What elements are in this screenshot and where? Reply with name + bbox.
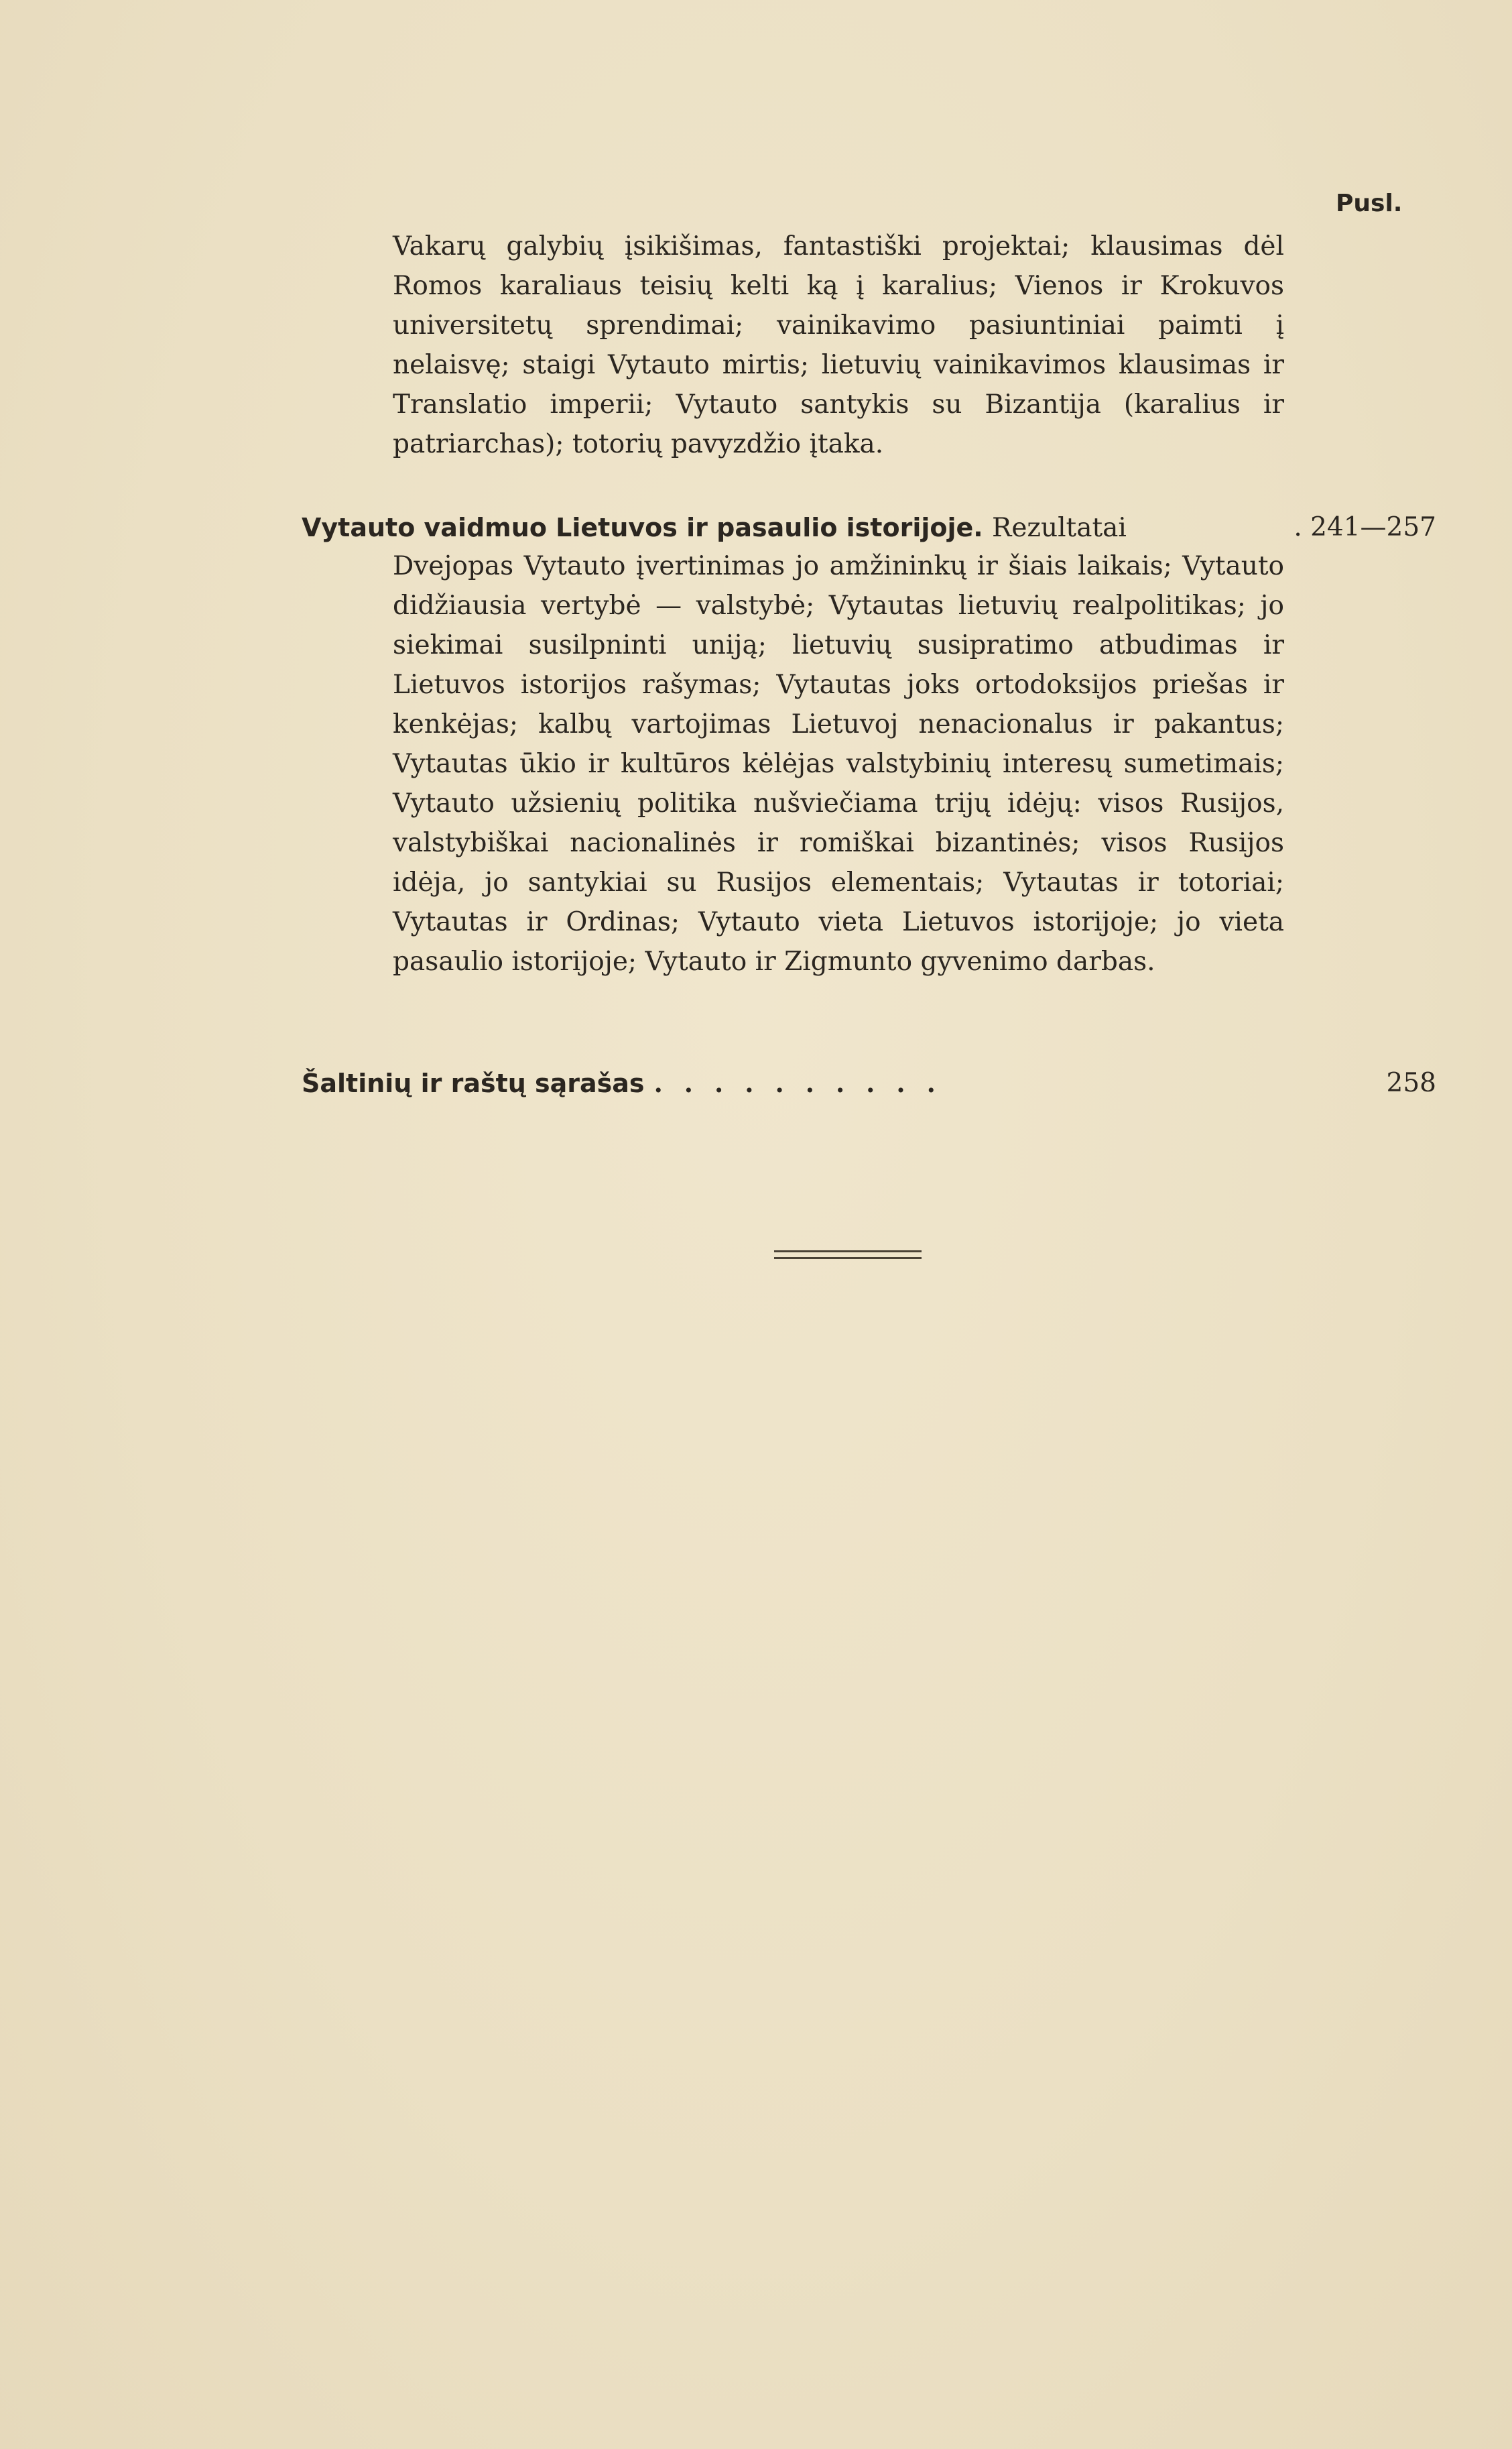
- toc-entry-heading-text: Šaltinių ir raštų sąrašas: [302, 1069, 645, 1098]
- toc-entry-description: Vakarų galybių įsikišimas, fantastiški projektai; klausimas dėl Romos karaliaus teisių kelti ką į karalius; Vienos ir Krokuvos universitetų sprendimai; vainikavimo pasiuntiniai paimti į nelaisvę; staigi Vytauto mirtis; lietuvių vainikavimos klausimas ir Translatio imperii; Vytauto santykis su Bizantija (karalius ir patriarchas); totorių pavyzdžio įtaka.: [393, 231, 1284, 459]
- dot-leaders: ..........: [653, 1068, 957, 1098]
- toc-entry-pages: 258: [1386, 1068, 1436, 1098]
- toc-entry-pages: . 241—257: [1294, 512, 1436, 542]
- toc-entry-heading: [302, 511, 1127, 545]
- toc-entry-heading-suffix: Rezultatai: [991, 513, 1127, 543]
- toc-entry-heading: [302, 1067, 957, 1100]
- toc-entry-heading-text: Vytauto vaidmuo Lietuvos ir pasaulio istorijoje.: [302, 513, 983, 542]
- toc-entry-description: Dvejopas Vytauto įvertinimas jo amžininkų ir šiais laikais; Vytauto didžiausia vertybė — valstybė; Vytautas lietuvių realpolitikas; jo siekimai susilpninti uniją; lietuvių susipratimo atbudimas ir Lietuvos istorijos rašymas; Vytautas joks ortodoksijos priešas ir kenkėjas; kalbų vartojimas Lietuvoj nenacionalus ir pakantus; Vytautas ūkio ir kultūros kėlėjas valstybinių interesų sumetimais; Vytauto užsienių politika nušviečiama trijų idėjų: visos Rusijos, valstybiškai nacionalinės ir romiškai bizantinės; visos Rusijos idėja, jo santykiai su Rusijos elementais; Vytautas ir totoriai; Vytautas ir Ordinas; Vytauto vieta Lietuvos istorijoje; jo vieta pasaulio istorijoje; Vytauto ir Zigmunto gyvenimo darbas.: [393, 551, 1284, 977]
- page-column-label: Pusl.: [1336, 190, 1403, 217]
- end-rule-line: [774, 1257, 922, 1259]
- end-rule-line: [774, 1250, 922, 1252]
